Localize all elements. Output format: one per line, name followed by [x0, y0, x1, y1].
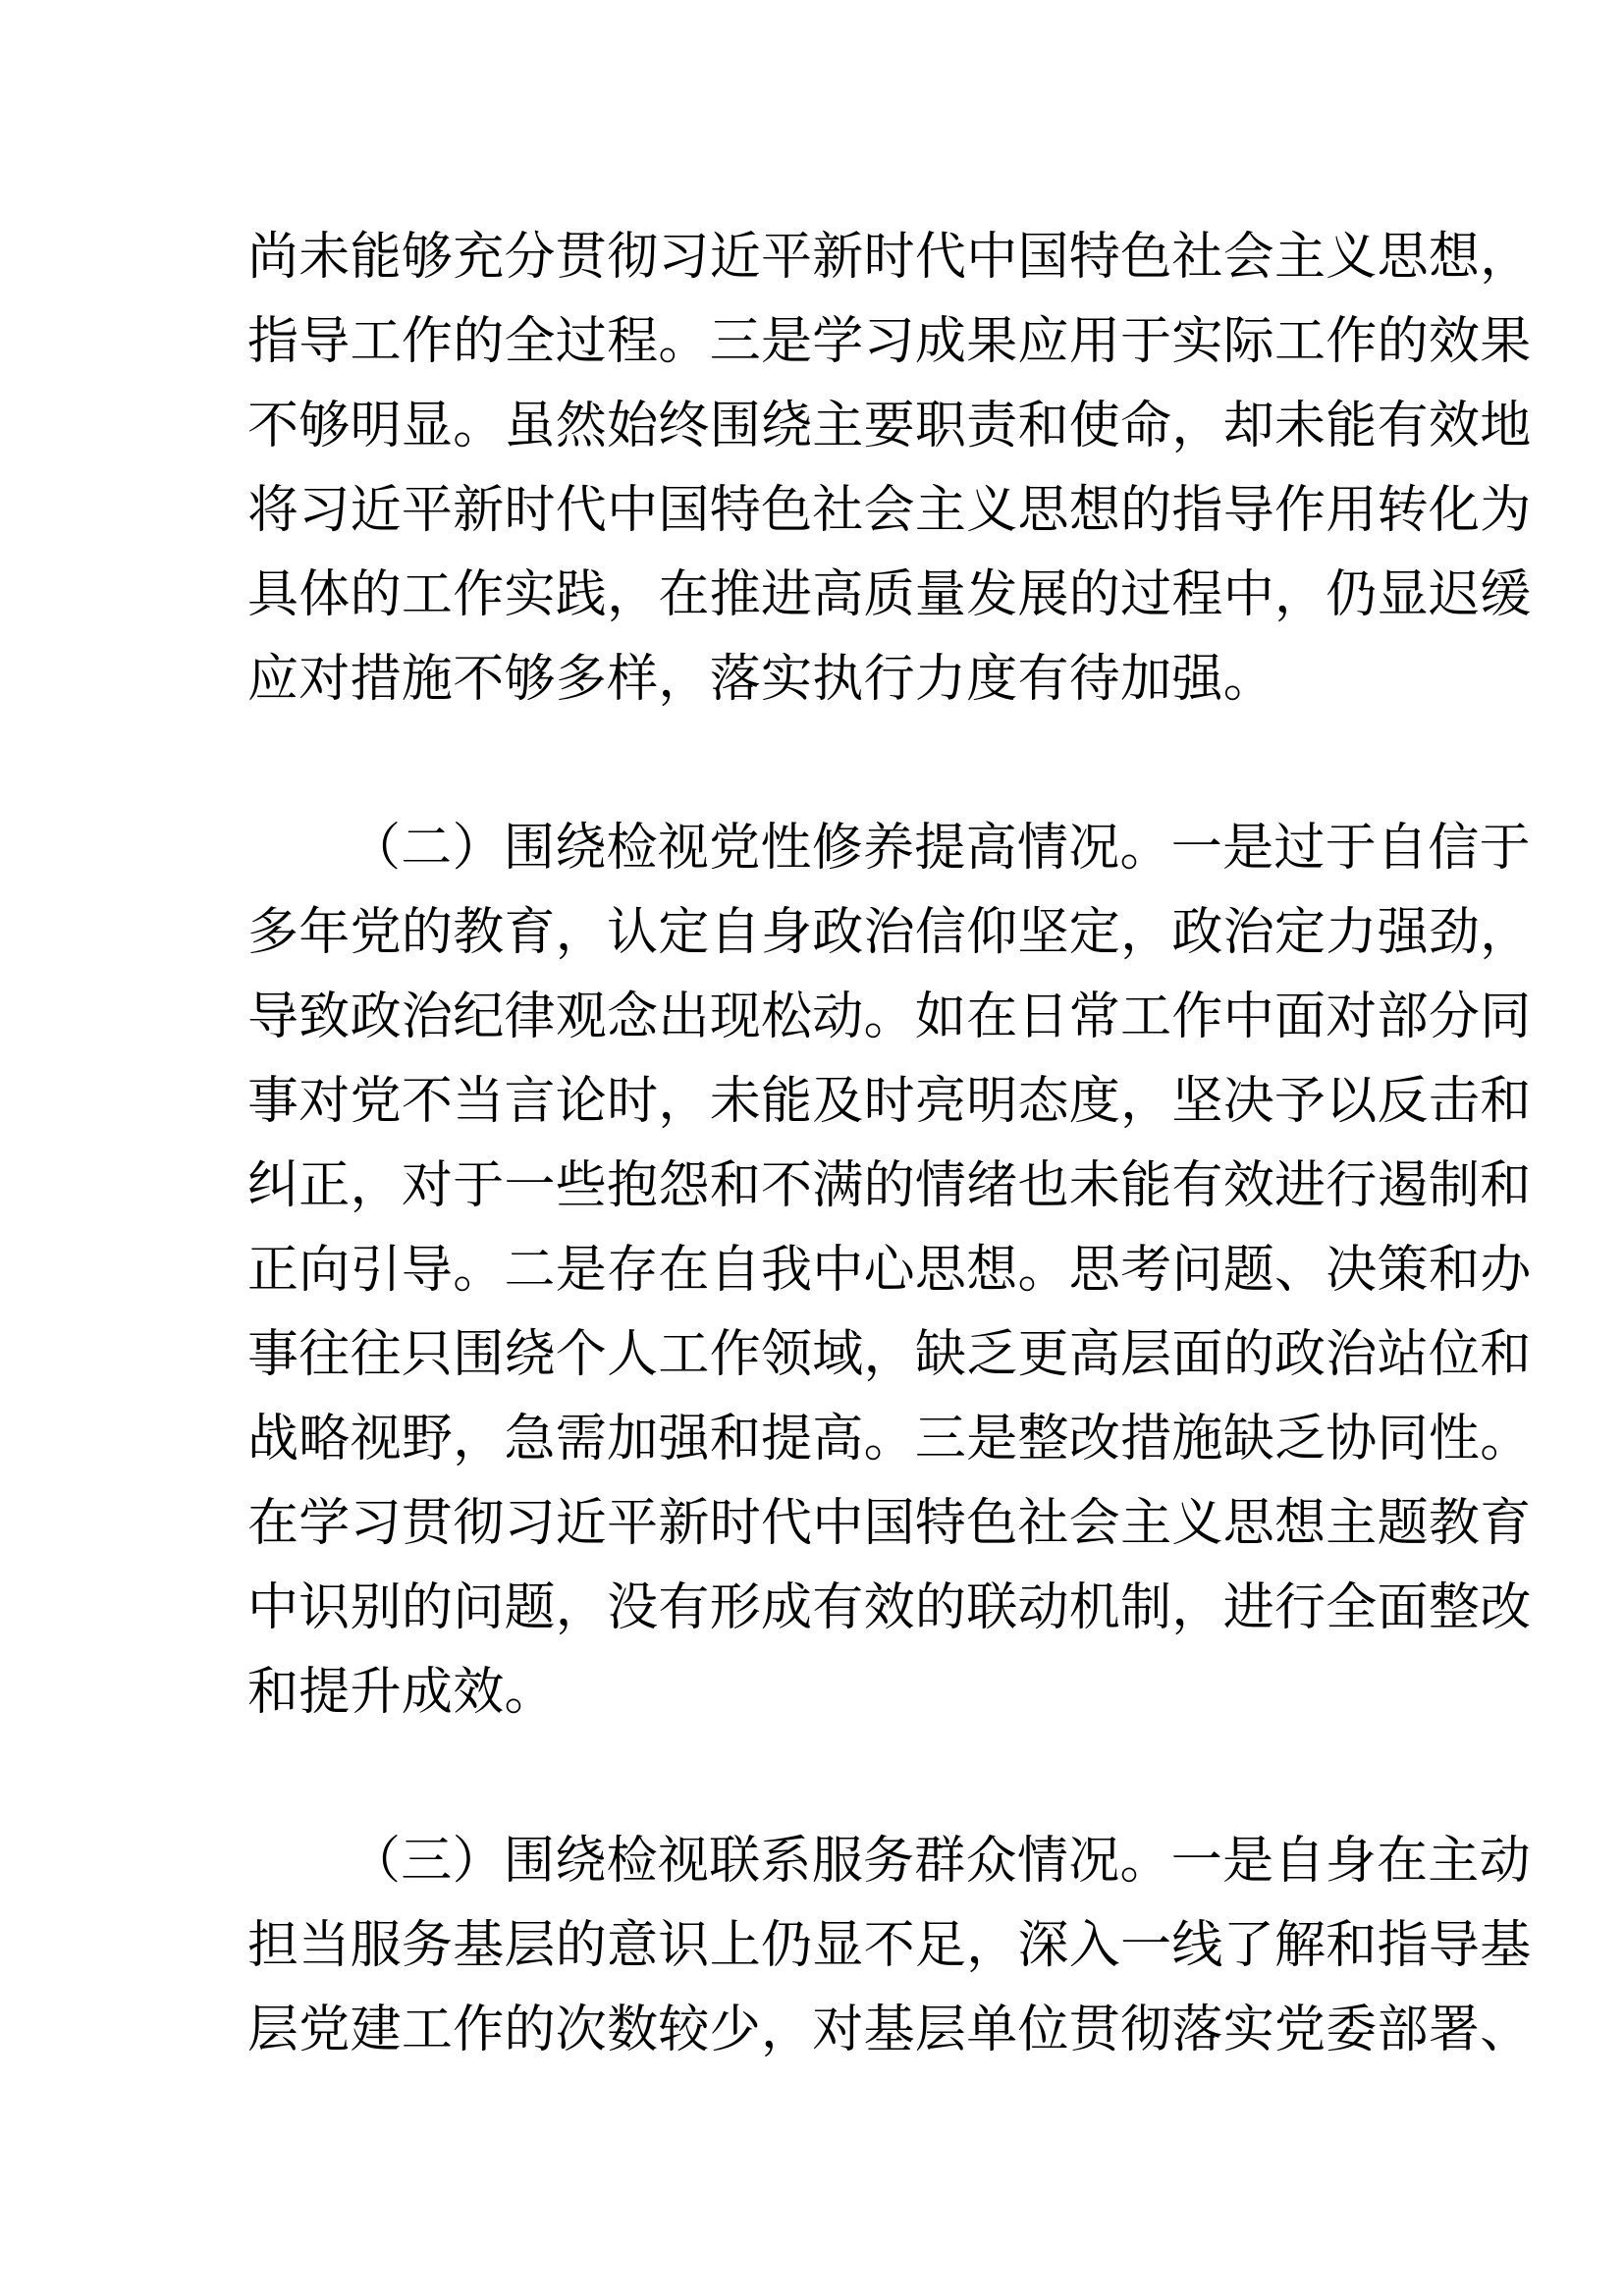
text-line: 多年党的教育，认定自身政治信仰坚定，政治定力强劲， [247, 903, 1532, 962]
text-line: 层党建工作的次数较少，对基层单位贯彻落实党委部署、 [247, 2001, 1532, 2059]
text-line: 导致政治纪律观念出现松动。如在日常工作中面对部分同 [247, 988, 1532, 1046]
text-line: 在学习贯彻习近平新时代中国特色社会主义思想主题教育 [247, 1494, 1532, 1553]
text-line: 正向引导。二是存在自我中心思想。思考问题、决策和办 [247, 1241, 1532, 1300]
text-line: 和提升成效。 [247, 1663, 556, 1722]
section-heading-line: （二）围绕检视党性修养提高情况。一是过于自信于 [350, 819, 1531, 878]
text-line: 具体的工作实践，在推进高质量发展的过程中，仍显迟缓 [247, 565, 1532, 624]
paragraph-3-serving-masses [247, 1819, 1532, 2072]
text-line: 尚未能够充分贯彻习近平新时代中国特色社会主义思想， [247, 228, 1532, 287]
text-line: 战略视野，急需加强和提高。三是整改措施缺乏协同性。 [247, 1410, 1532, 1468]
section-heading-line: （三）围绕检视联系服务群众情况。一是自身在主动 [350, 1832, 1531, 1891]
text-line: 事往往只围绕个人工作领域，缺乏更高层面的政治站位和 [247, 1325, 1532, 1384]
text-line: 将习近平新时代中国特色社会主义思想的指导作用转化为 [247, 481, 1532, 540]
text-line: 指导工作的全过程。三是学习成果应用于实际工作的效果 [247, 312, 1532, 371]
text-line: 事对党不当言论时，未能及时亮明态度，坚决予以反击和 [247, 1072, 1532, 1131]
text-line: 不够明显。虽然始终围绕主要职责和使命，却未能有效地 [247, 397, 1532, 455]
paragraph-1-continued [247, 215, 1532, 721]
text-line: 应对措施不够多样，落实执行力度有待加强。 [247, 650, 1275, 709]
paragraph-2-party-spirit [247, 806, 1532, 1735]
text-line: 担当服务基层的意识上仍显不足，深入一线了解和指导基 [247, 1916, 1532, 1975]
document-page [247, 215, 1532, 2157]
text-line: 中识别的问题，没有形成有效的联动机制，进行全面整改 [247, 1578, 1532, 1637]
text-line: 纠正，对于一些抱怨和不满的情绪也未能有效进行遏制和 [247, 1156, 1532, 1215]
